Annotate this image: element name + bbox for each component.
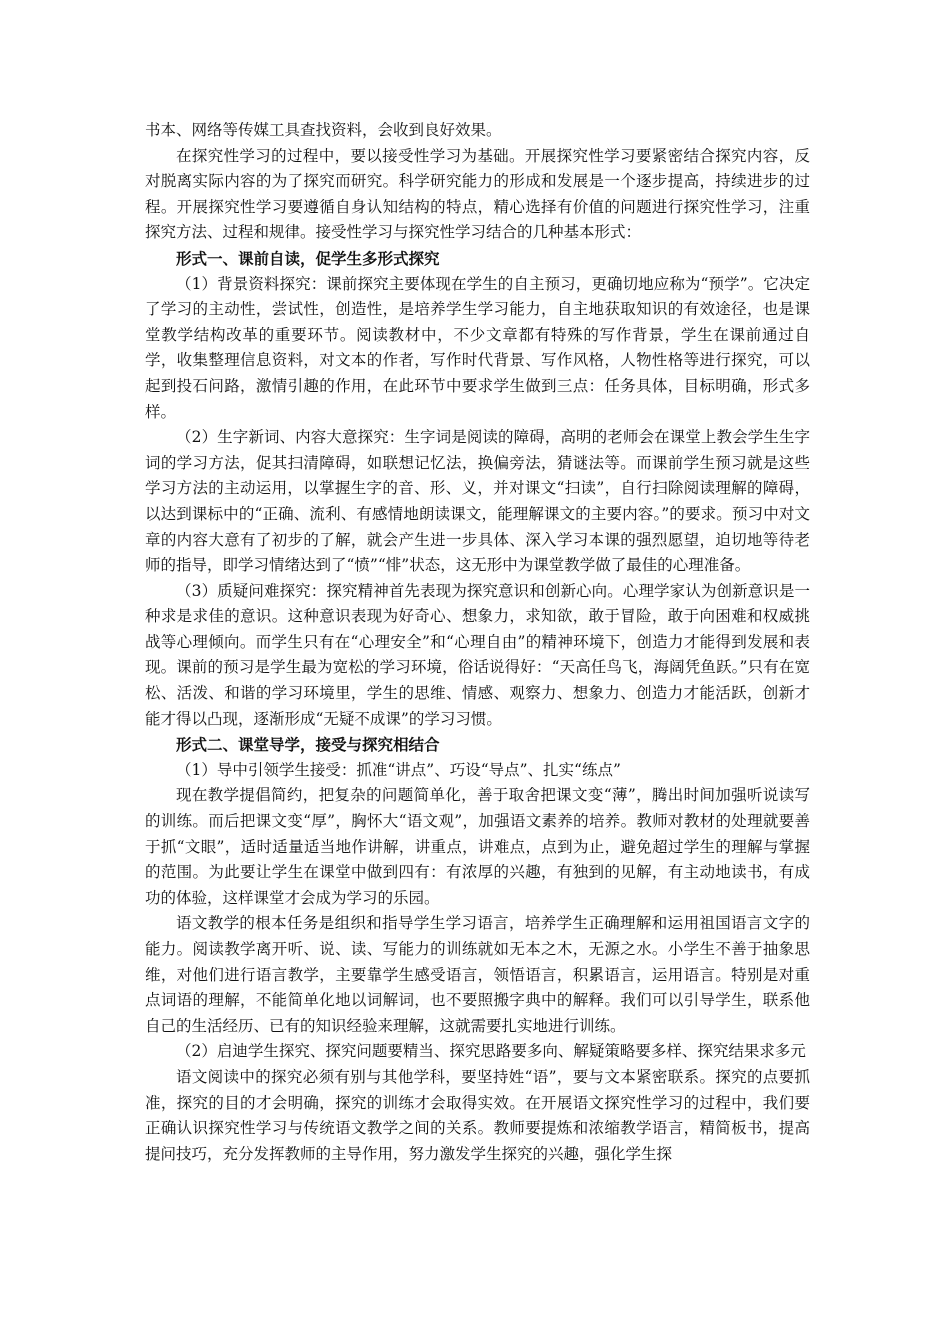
subheading: （2）启迪学生探究、探究问题要精当、探究思路要多向、解疑策略要多样、探究结果求多元	[176, 1042, 806, 1061]
paragraph: （1）背景资料探究：课前探究主要体现在学生的自主预习，更确切地应称为“预学”。它决定了学习的主动性，尝试性，创造性，是培养学生学习能力，自主地获取知识的有效途径，也是课堂教学结构改革的重要环节。阅读教材中，不少文章都有特殊的写作背景，学生在课前通过自学，收集整理信息资料，对文本的作者，写作时代背景、写作风格，人物性格等进行探究，可以起到投石问路，激情引趣的作用，在此环节中要求学生做到三点：任务具体，目标明确，形式多样。	[145, 274, 810, 421]
document-body	[145, 118, 810, 1167]
section-heading: 形式二、课堂导学，接受与探究相结合	[176, 735, 440, 755]
section-heading: 形式一、课前自读，促学生多形式探究	[176, 248, 440, 268]
subheading: （1）导中引领学生接受：抓准“讲点”、巧设“导点”、扎实“练点”	[176, 760, 621, 779]
paragraph: （3）质疑问难探究：探究精神首先表现为探究意识和创新心向。心理学家认为创新意识是一种求是求佳的意识。这种意识表现为好奇心、想象力，求知欲，敢于冒险，敢于向困难和权威挑战等心理倾向。而学生只有在“心理安全”和“心理自由”的精神环境下，创造力才能得到发展和表现。课前的预习是学生最为宽松的学习环境，俗话说得好：“天高任鸟飞，海阔凭鱼跃。”只有在宽松、活泼、和谐的学习环境里，学生的思维、情感、观察力、想象力、创造力才能活跃，创新才能才得以凸现，逐渐形成“无疑不成课”的学习习惯。	[145, 581, 810, 728]
paragraph: 在探究性学习的过程中，要以接受性学习为基础。开展探究性学习要紧密结合探究内容，反对脱离实际内容的为了探究而研究。科学研究能力的形成和发展是一个逐步提高，持续进步的过程。开展探究性学习要遵循自身认知结构的特点，精心选择有价值的问题进行探究性学习，注重探究方法、过程和规律。接受性学习与探究性学习结合的几种基本形式：	[145, 146, 810, 242]
paragraph: 现在教学提倡简约，把复杂的问题简单化，善于取舍把课文变“薄”，腾出时间加强听说读写的训练。而后把课文变“厚”，胸怀大“语文观”，加强语文素养的培养。教师对教材的处理就要善于抓“文眼”，适时适量适当地作讲解，讲重点，讲难点，点到为止，避免超过学生的理解与掌握的范围。为此要让学生在课堂中做到四有：有浓厚的兴趣，有独到的见解，有主动地读书，有成功的体验，这样课堂才会成为学习的乐园。	[145, 786, 810, 907]
paragraph: 语文教学的根本任务是组织和指导学生学习语言，培养学生正确理解和运用祖国语言文字的能力。阅读教学离开听、说、读、写能力的训练就如无本之木，无源之水。小学生不善于抽象思维，对他们进行语言教学，主要靠学生感受语言，领悟语言，积累语言，运用语言。特别是对重点词语的理解，不能简单化地以词解词，也不要照搬字典中的解释。我们可以引导学生，联系他自己的生活经历、已有的知识经验来理解，这就需要扎实地进行训练。	[145, 914, 810, 1035]
paragraph: 语文阅读中的探究必须有别与其他学科，要坚持姓“语”，要与文本紧密联系。探究的点要抓准，探究的目的才会明确，探究的训练才会取得实效。在开展语文探究性学习的过程中，我们要正确认识探究性学习与传统语文教学之间的关系。教师要提炼和浓缩教学语言，精简板书，提高提问技巧，充分发挥教师的主导作用，努力激发学生探究的兴趣，强化学生探	[145, 1067, 810, 1163]
paragraph: 书本、网络等传媒工具查找资料，会收到良好效果。	[145, 121, 502, 139]
paragraph: （2）生字新词、内容大意探究：生字词是阅读的障碍，高明的老师会在课堂上教会学生生字词的学习方法，促其扫清障碍，如联想记忆法，换偏旁法，猜谜法等。而课前学生预习就是这些学习方法的主动运用，以掌握生字的音、形、义，并对课文“扫读”，自行扫除阅读理解的障碍，以达到课标中的“正确、流利、有感情地朗读课文，能理解课文的主要内容。”的要求。预习中对文章的内容大意有了初步的了解，就会产生进一步具体、深入学习本课的强烈愿望，迫切地等待老师的指导，即学习情绪达到了“愤”“悱”状态，这无形中为课堂教学做了最佳的心理准备。	[145, 428, 810, 575]
